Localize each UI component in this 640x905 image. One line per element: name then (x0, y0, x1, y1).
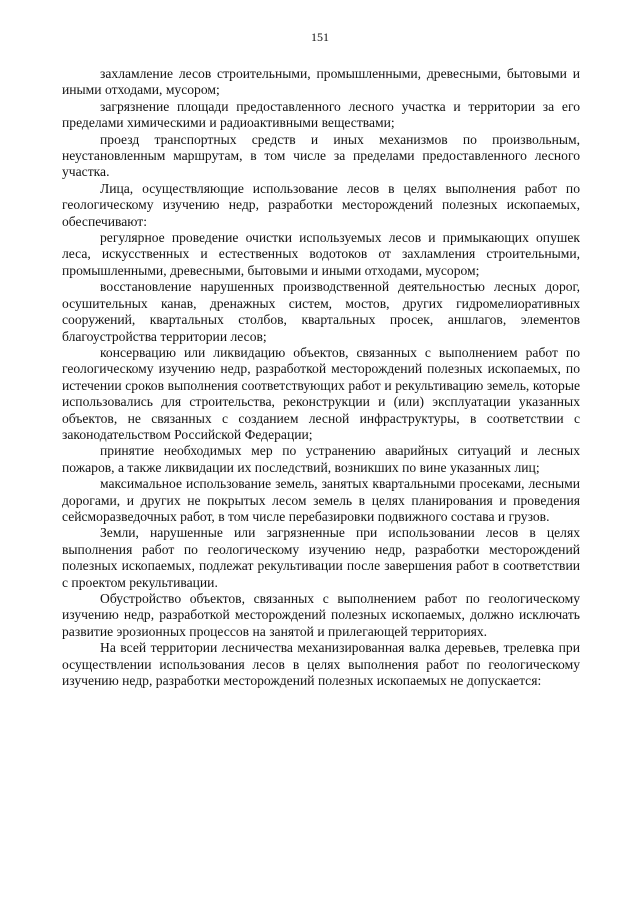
document-body (62, 66, 580, 689)
paragraph: проезд транспортных средств и иных механизмов по произвольным, неустановленным маршрутам, в том числе за пределами предоставленного лесного участка. (62, 131, 580, 180)
paragraph: загрязнение площади предоставленного лесного участка и территории за его пределами химическими и радиоактивными веществами; (62, 98, 580, 131)
paragraph: максимальное использование земель, занятых квартальными просеками, лесными дорогами, и других не покрытых лесом земель в целях планирования и проведения сейсморазведочных работ, в том числе перебазировки подвижного состава и грузов. (62, 476, 580, 524)
paragraph: Обустройство объектов, связанных с выполнением работ по геологическому изучению недр, разработкой месторождений полезных ископаемых, должно исключать развитие эрозионных процессов на занятой и прилегающей территориях. (62, 591, 580, 639)
paragraph: захламление лесов строительными, промышленными, древесными, бытовыми и иными отходами, мусором; (62, 66, 580, 98)
paragraph: принятие необходимых мер по устранению аварийных ситуаций и лесных пожаров, а также ликвидации их последствий, возникших по вине указанных лиц; (62, 443, 580, 475)
page-number: 151 (311, 30, 329, 44)
paragraph: Лица, осуществляющие использование лесов в целях выполнения работ по геологическому изучению недр, разработки месторождений полезных ископаемых, обеспечивают: (62, 180, 580, 229)
paragraph: регулярное проведение очистки используемых лесов и примыкающих опушек леса, искусственных и естественных водотоков от захламления строительными, промышленными, древесными, бытовыми и иными отходами, мусором; (62, 230, 580, 278)
paragraph: Земли, нарушенные или загрязненные при использовании лесов в целях выполнения работ по геологическому изучению недр, разработки месторождений полезных ископаемых, подлежат рекультивации после завершения работ в соответствии с проектом рекультивации. (62, 525, 580, 590)
paragraph: На всей территории лесничества механизированная валка деревьев, трелевка при осуществлении использования лесов в целях выполнения работ по геологическому изучению недр, разработки месторождений полезных ископаемых не допускается: (62, 640, 580, 689)
paragraph: восстановление нарушенных производственной деятельностью лесных дорог, осушительных канав, дренажных систем, мостов, других гидромелиоративных сооружений, квартальных столбов, квартальных просек, аншлагов, элементов благоустройства территории лесов; (62, 279, 580, 344)
paragraph: консервацию или ликвидацию объектов, связанных с выполнением работ по геологическому изучению недр, разработкой месторождений полезных ископаемых, по истечении сроков выполнения соответствующих работ и рекультивацию земель, которые использовались для строительства, реконструкции и (или) эксплуатации указанных объектов, не связанных с созданием лесной инфраструктуры, в соответствии с законодательством Российской Федерации; (62, 344, 580, 442)
